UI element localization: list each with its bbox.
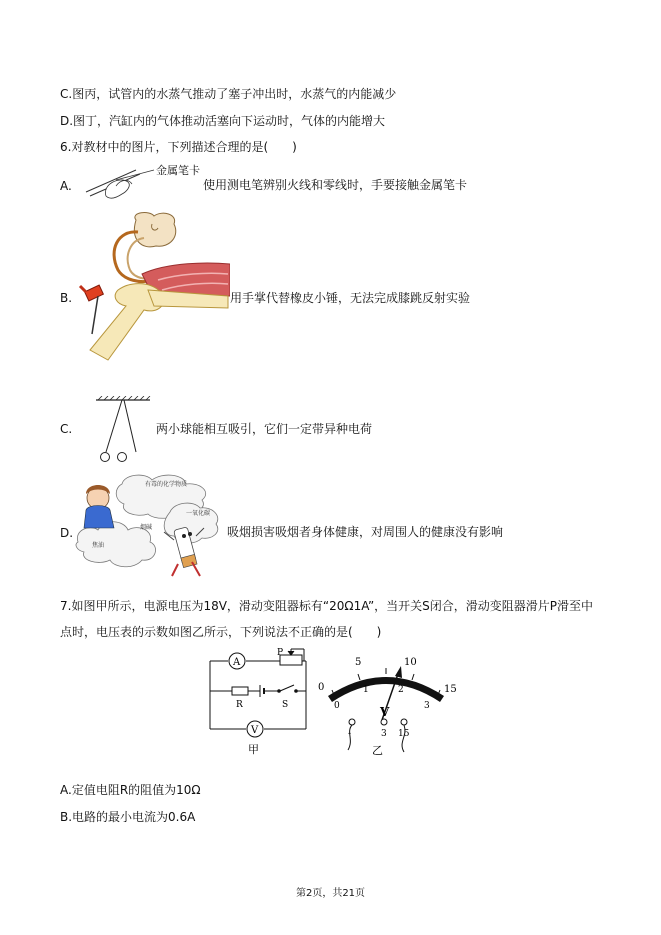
voltmeter-dial xyxy=(312,652,460,758)
cloud-label-nicotine: 烟碱 xyxy=(140,524,153,531)
q6-option-d-letter: D. xyxy=(60,526,74,540)
inner-tick-1: 1 xyxy=(363,685,369,695)
question-7-line-2: 点时，电压表的示数如图乙所示，下列说法不正确的是( ) xyxy=(60,625,382,639)
page-footer: 第2页，共21页 xyxy=(295,888,366,899)
terminal-15: 15 xyxy=(398,729,410,739)
question-7-line-1: 7.如图甲所示，电源电压为18V，滑动变阻器标有“20Ω1A”，当开关S闭合，滑动变阻器滑片P滑至中 xyxy=(60,599,594,613)
terminal-3: 3 xyxy=(381,729,387,739)
outer-tick-5: 5 xyxy=(355,657,362,668)
inner-tick-0: 0 xyxy=(334,701,340,711)
outer-tick-15: 15 xyxy=(444,684,457,695)
q6-option-b-letter: B. xyxy=(60,291,73,305)
option-d-previous-question: D.图丁，汽缸内的气体推动活塞向下运动时，气体的内能增大 xyxy=(60,114,386,128)
outer-tick-0: 0 xyxy=(318,682,325,693)
resistor-label: R xyxy=(236,700,243,710)
cloud-label-toxic: 有毒的化学物质 xyxy=(145,481,188,488)
cloud-label-co: 一氧化碳 xyxy=(186,510,211,517)
question-7-option-a: A.定值电阻R的阻值为10Ω xyxy=(60,783,201,797)
metal-clip-caption: 金属笔卡 xyxy=(156,164,200,177)
question-6-stem: 6.对教材中的图片，下列描述合理的是( ) xyxy=(60,140,297,154)
q6-option-b-text: 用手掌代替橡皮小锤，无法完成膝跳反射实验 xyxy=(230,291,471,305)
meter-caption: 乙 xyxy=(372,744,383,757)
q6-option-a-text: 使用测电笔辨别火线和零线时，手要接触金属笔卡 xyxy=(203,178,468,192)
q6-option-c-text: 两小球能相互吸引，它们一定带异种电荷 xyxy=(156,422,373,436)
q6-option-d-text: 吸烟损害吸烟者身体健康，对周围人的健康没有影响 xyxy=(227,525,504,539)
meter-unit: V xyxy=(380,705,390,719)
knee-reflex-figure xyxy=(78,210,230,366)
question-7-option-b: B.电路的最小电流为0.6A xyxy=(60,810,196,824)
charged-balls-figure xyxy=(92,396,154,464)
q6-option-a-letter: A. xyxy=(60,179,72,193)
outer-tick-10: 10 xyxy=(404,657,417,668)
switch-label: S xyxy=(282,700,289,710)
voltmeter-label: V xyxy=(251,725,259,736)
q6-option-c-letter: C. xyxy=(60,422,73,436)
circuit-caption: 甲 xyxy=(248,743,259,756)
option-c-previous-question: C.图丙，试管内的水蒸气推动了塞子冲出时，水蒸气的内能减少 xyxy=(60,87,397,101)
slider-label: P xyxy=(277,648,284,658)
cloud-label-tar: 焦油 xyxy=(92,542,105,549)
circuit-diagram xyxy=(200,645,312,757)
inner-tick-3: 3 xyxy=(424,701,430,711)
terminal-minus: - xyxy=(348,729,352,739)
ammeter-label: A xyxy=(233,657,241,668)
inner-tick-2: 2 xyxy=(398,685,404,695)
